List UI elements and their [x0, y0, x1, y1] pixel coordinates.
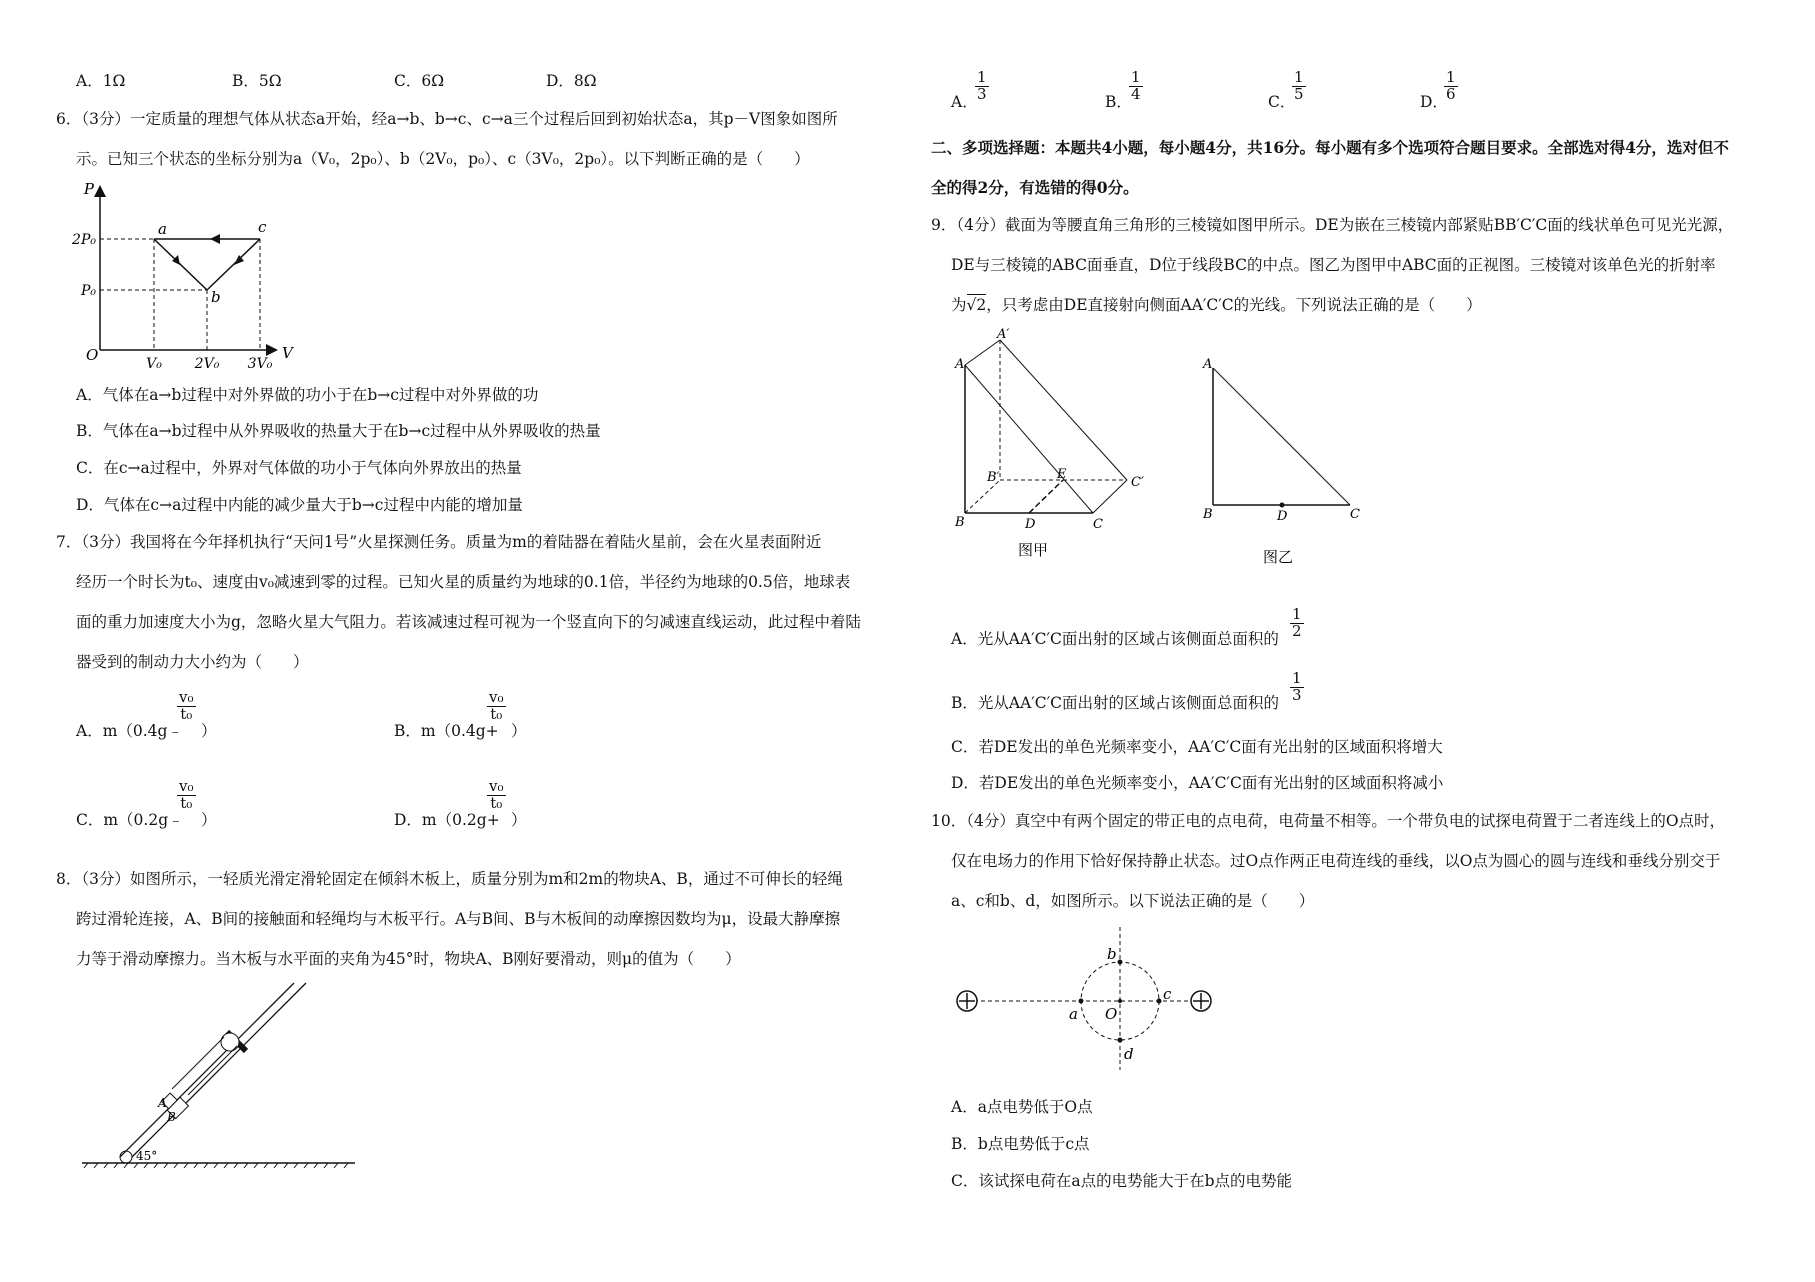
q6-point-b: b: [211, 288, 221, 306]
q8-stem-line2: 跨过滑轮连接，A、B间的接触面和轻绳均与木板平行。A与B间、B与木板间的动摩擦因数均为μ，设最大静摩擦: [76, 910, 841, 928]
q10-option-a: A．a点电势低于O点: [951, 1098, 1093, 1116]
q9-option-b-num: 1: [1292, 669, 1302, 687]
q7-option-b-pre: B．m（0.4g+: [394, 722, 499, 740]
q8-stem-line3: 力等于滑动摩擦力。当木板与水平面的夹角为45°时，物块A、B刚好要滑动，则μ的值为（ ）: [76, 950, 741, 968]
q5-option-b: B．5Ω: [232, 72, 282, 90]
q7-option-b-fraction: [487, 690, 506, 723]
q6-y-tick-p0: P₀: [80, 283, 96, 299]
q7-option-d-den: t₀: [490, 793, 503, 812]
q9-fig2-caption: 图乙: [1263, 548, 1294, 566]
q10-label-o: O: [1105, 1005, 1118, 1023]
q6-stem-line2: 示。已知三个状态的坐标分别为a（V₀，2p₀）、b（2V₀，p₀）、c（3V₀，2p₀）。以下判断正确的是（ ）: [76, 150, 810, 168]
q9-option-b-text: B．光从AA′C′C面出射的区域占该侧面总面积的: [951, 694, 1280, 712]
q10-positive-charge-left: [957, 991, 977, 1011]
q7-option-a-post: ）: [201, 722, 217, 740]
q8-label-a: A: [158, 1096, 167, 1110]
section2-heading-line1: 二、多项选择题：本题共4小题，每小题4分，共16分。每小题有多个选项符合题目要求。全部选对得4分，选对但不: [931, 138, 1729, 157]
q6-option-c: C．在c→a过程中，外界对气体做的功小于气体向外界放出的热量: [76, 459, 522, 477]
q7-option-c-pre: C．m（0.2g﹣: [76, 811, 184, 829]
q6-option-a: A．气体在a→b过程中对外界做的功小于在b→c过程中对外界做的功: [76, 386, 539, 404]
q7-option-d-pre: D．m（0.2g+: [394, 811, 500, 829]
q7-option-b-den: t₀: [490, 704, 503, 723]
q8-option-b-label: B．: [1105, 93, 1132, 111]
q5-option-d: D．8Ω: [546, 72, 597, 90]
q9-fig1-label-c-prime: C′: [1131, 475, 1144, 490]
q9-fig2-label-c: C: [1350, 507, 1360, 522]
q8-board-lower: [120, 983, 294, 1157]
q9-stem-line3-pre: 为: [951, 296, 967, 314]
q8-label-b: B: [167, 1110, 176, 1124]
q10-charge-figure: [955, 925, 1225, 1075]
q9-stem-line3: [951, 298, 1482, 314]
q8-option-b-num: 1: [1131, 68, 1141, 86]
q7-option-d-num: v₀: [489, 777, 504, 795]
q7-option-a-pre: A．m（0.4g﹣: [76, 722, 183, 740]
q7-option-c-den: t₀: [180, 793, 193, 812]
q6-point-a: a: [158, 220, 167, 238]
q6-y-tick-2p0: 2P₀: [72, 232, 96, 248]
q9-stem-line2: DE与三棱镜的ABC面垂直，D位于线段BC的中点。图乙为图甲中ABC面的正视图。三棱镜对该单色光的折射率: [951, 256, 1716, 274]
q6-option-d: D．气体在c→a过程中内能的减少量大于b→c过程中内能的增加量: [76, 496, 523, 514]
q6-option-b: B．气体在a→b过程中从外界吸收的热量大于在b→c过程中从外界吸收的热量: [76, 422, 601, 440]
q8-option-a-den: 3: [977, 84, 987, 103]
q6-x-tick-2v0: 2V₀: [194, 356, 220, 372]
q9-fig1-label-a: A: [955, 357, 965, 372]
q7-option-c-fraction: [177, 779, 196, 812]
q8-option-c-den: 5: [1294, 84, 1304, 103]
q8-angle-label: 45°: [136, 1149, 158, 1163]
q6-origin-label: O: [86, 346, 99, 364]
q10-stem-line1: 10．（4分）真空中有两个固定的带正电的点电荷，电荷量不相等。一个带负电的试探电荷置于二者连线上的O点时，: [931, 812, 1726, 830]
q7-option-d-post: ）: [511, 811, 527, 829]
q9-option-a-den: 2: [1292, 621, 1302, 640]
q9-fig1-label-b-prime: B′: [987, 470, 1000, 485]
q10-label-d: d: [1124, 1045, 1134, 1063]
q9-fig1-label-e: E: [1057, 467, 1067, 482]
q10-label-a: a: [1069, 1005, 1078, 1023]
q8-option-d-fraction: [1444, 70, 1458, 103]
q9-light-source-de: [1029, 480, 1063, 513]
q9-option-c: C．若DE发出的单色光频率变小，AA′C′C面有光出射的区域面积将增大: [951, 738, 1443, 756]
q9-option-a-num: 1: [1292, 605, 1302, 623]
q9-prism-figure-yi: [1195, 350, 1375, 570]
q7-stem-line1: 7．（3分）我国将在今年择机执行“天问1号”火星探测任务。质量为m的着陆器在着陆火星前，会在火星表面附近: [56, 533, 822, 551]
q9-option-a-fraction: [1290, 607, 1304, 640]
q10-label-c: c: [1163, 985, 1172, 1003]
q9-option-d: D．若DE发出的单色光频率变小，AA′C′C面有光出射的区域面积将减小: [951, 774, 1444, 792]
q9-fig1-caption: 图甲: [1018, 541, 1049, 559]
q8-option-c-label: C．: [1268, 93, 1296, 111]
q10-option-c: C．该试探电荷在a点的电势能大于在b点的电势能: [951, 1172, 1293, 1190]
q8-pulley: [221, 1033, 239, 1051]
q9-option-b-den: 3: [1292, 685, 1302, 704]
q7-stem-line4: 器受到的制动力大小约为（ ）: [76, 653, 309, 671]
q10-stem-line2: 仅在电场力的作用下恰好保持静止状态。过O点作两正电荷连线的垂线，以O点为圆心的圆与连线和垂线分别交于: [951, 852, 1721, 870]
q6-process-bc: [207, 239, 260, 290]
section2-heading-line2: 全的得2分，有选错的得0分。: [931, 178, 1139, 197]
q7-option-d-fraction: [487, 779, 506, 812]
q5-option-c: C．6Ω: [394, 72, 445, 90]
q9-option-b-fraction: [1290, 671, 1304, 704]
q6-x-axis-label: V: [282, 344, 293, 362]
q9-fig1-label-d: D: [1025, 517, 1036, 532]
q9-sqrt2: √2: [966, 296, 987, 314]
q9-stem-line1: 9．（4分）截面为等腰直角三角形的三棱镜如图甲所示。DE为嵌在三棱镜内部紧贴BB′C′C面的线状单色可见光光源，: [931, 216, 1734, 234]
q10-option-b: B．b点电势低于c点: [951, 1135, 1090, 1153]
q9-fig1-label-c: C: [1093, 517, 1103, 532]
q7-stem-line3: 面的重力加速度大小为g，忽略火星大气阻力。若该减速过程可视为一个竖直向下的匀减速直线运动，此过程中着陆: [76, 613, 861, 631]
q5-option-a: A．1Ω: [76, 72, 126, 90]
q8-option-c-fraction: [1292, 70, 1306, 103]
q8-option-d-den: 6: [1446, 84, 1456, 103]
q9-prism-figure-jia: [935, 328, 1155, 558]
q8-stem-line1: 8．（3分）如图所示，一轻质光滑定滑轮固定在倾斜木板上，质量分别为m和2m的物块A、B，通过不可伸长的轻绳: [56, 870, 843, 888]
q9-fig2-label-d: D: [1277, 509, 1288, 524]
q8-option-a-fraction: [975, 70, 989, 103]
q9-stem-line3-post: ，只考虑由DE直接射向侧面AA′C′C的光线。下列说法正确的是（ ）: [986, 296, 1482, 314]
q6-x-tick-3v0: 3V₀: [247, 356, 273, 372]
q10-positive-charge-right: [1191, 991, 1211, 1011]
q8-board-upper: [132, 983, 306, 1157]
q7-option-c-post: ）: [201, 811, 217, 829]
q8-option-b-den: 4: [1131, 84, 1141, 103]
q10-stem-line3: a、c和b、d，如图所示。以下说法正确的是（ ）: [951, 892, 1315, 910]
q9-fig2-label-a: A: [1203, 357, 1213, 372]
q6-stem-line1: 6．（3分）一定质量的理想气体从状态a开始，经a→b、b→c、c→a三个过程后回到初始状态a，其p－V图象如图所: [56, 110, 838, 128]
q8-option-d-label: D．: [1420, 93, 1448, 111]
q9-fig1-label-b: B: [955, 515, 965, 530]
q7-option-b-num: v₀: [489, 688, 504, 706]
q8-option-c-num: 1: [1294, 68, 1304, 86]
q9-fig1-label-a-prime: A′: [997, 327, 1010, 342]
q7-stem-line2: 经历一个时长为t₀、速度由v₀减速到零的过程。已知火星的质量约为地球的0.1倍，半径约为地球的0.5倍，地球表: [76, 573, 851, 591]
q7-option-a-den: t₀: [180, 704, 193, 723]
q6-point-c: c: [258, 218, 267, 236]
q9-option-a-text: A．光从AA′C′C面出射的区域占该侧面总面积的: [951, 630, 1279, 648]
q8-option-a-label: A．: [951, 93, 978, 111]
q7-option-b-post: ）: [511, 722, 527, 740]
q6-pv-graph: [70, 180, 370, 372]
q7-option-a-fraction: [177, 690, 196, 723]
q6-x-tick-v0: V₀: [146, 356, 162, 372]
q8-option-b-fraction: [1129, 70, 1143, 103]
q8-option-a-num: 1: [977, 68, 987, 86]
q6-y-axis-label: P: [83, 180, 94, 198]
q7-option-a-num: v₀: [179, 688, 194, 706]
q9-fig2-label-b: B: [1203, 507, 1213, 522]
q10-label-b: b: [1107, 945, 1117, 963]
q7-option-c-num: v₀: [179, 777, 194, 795]
q8-incline-figure: [80, 985, 380, 1175]
q8-option-d-num: 1: [1446, 68, 1456, 86]
q6-process-ab: [154, 239, 207, 290]
